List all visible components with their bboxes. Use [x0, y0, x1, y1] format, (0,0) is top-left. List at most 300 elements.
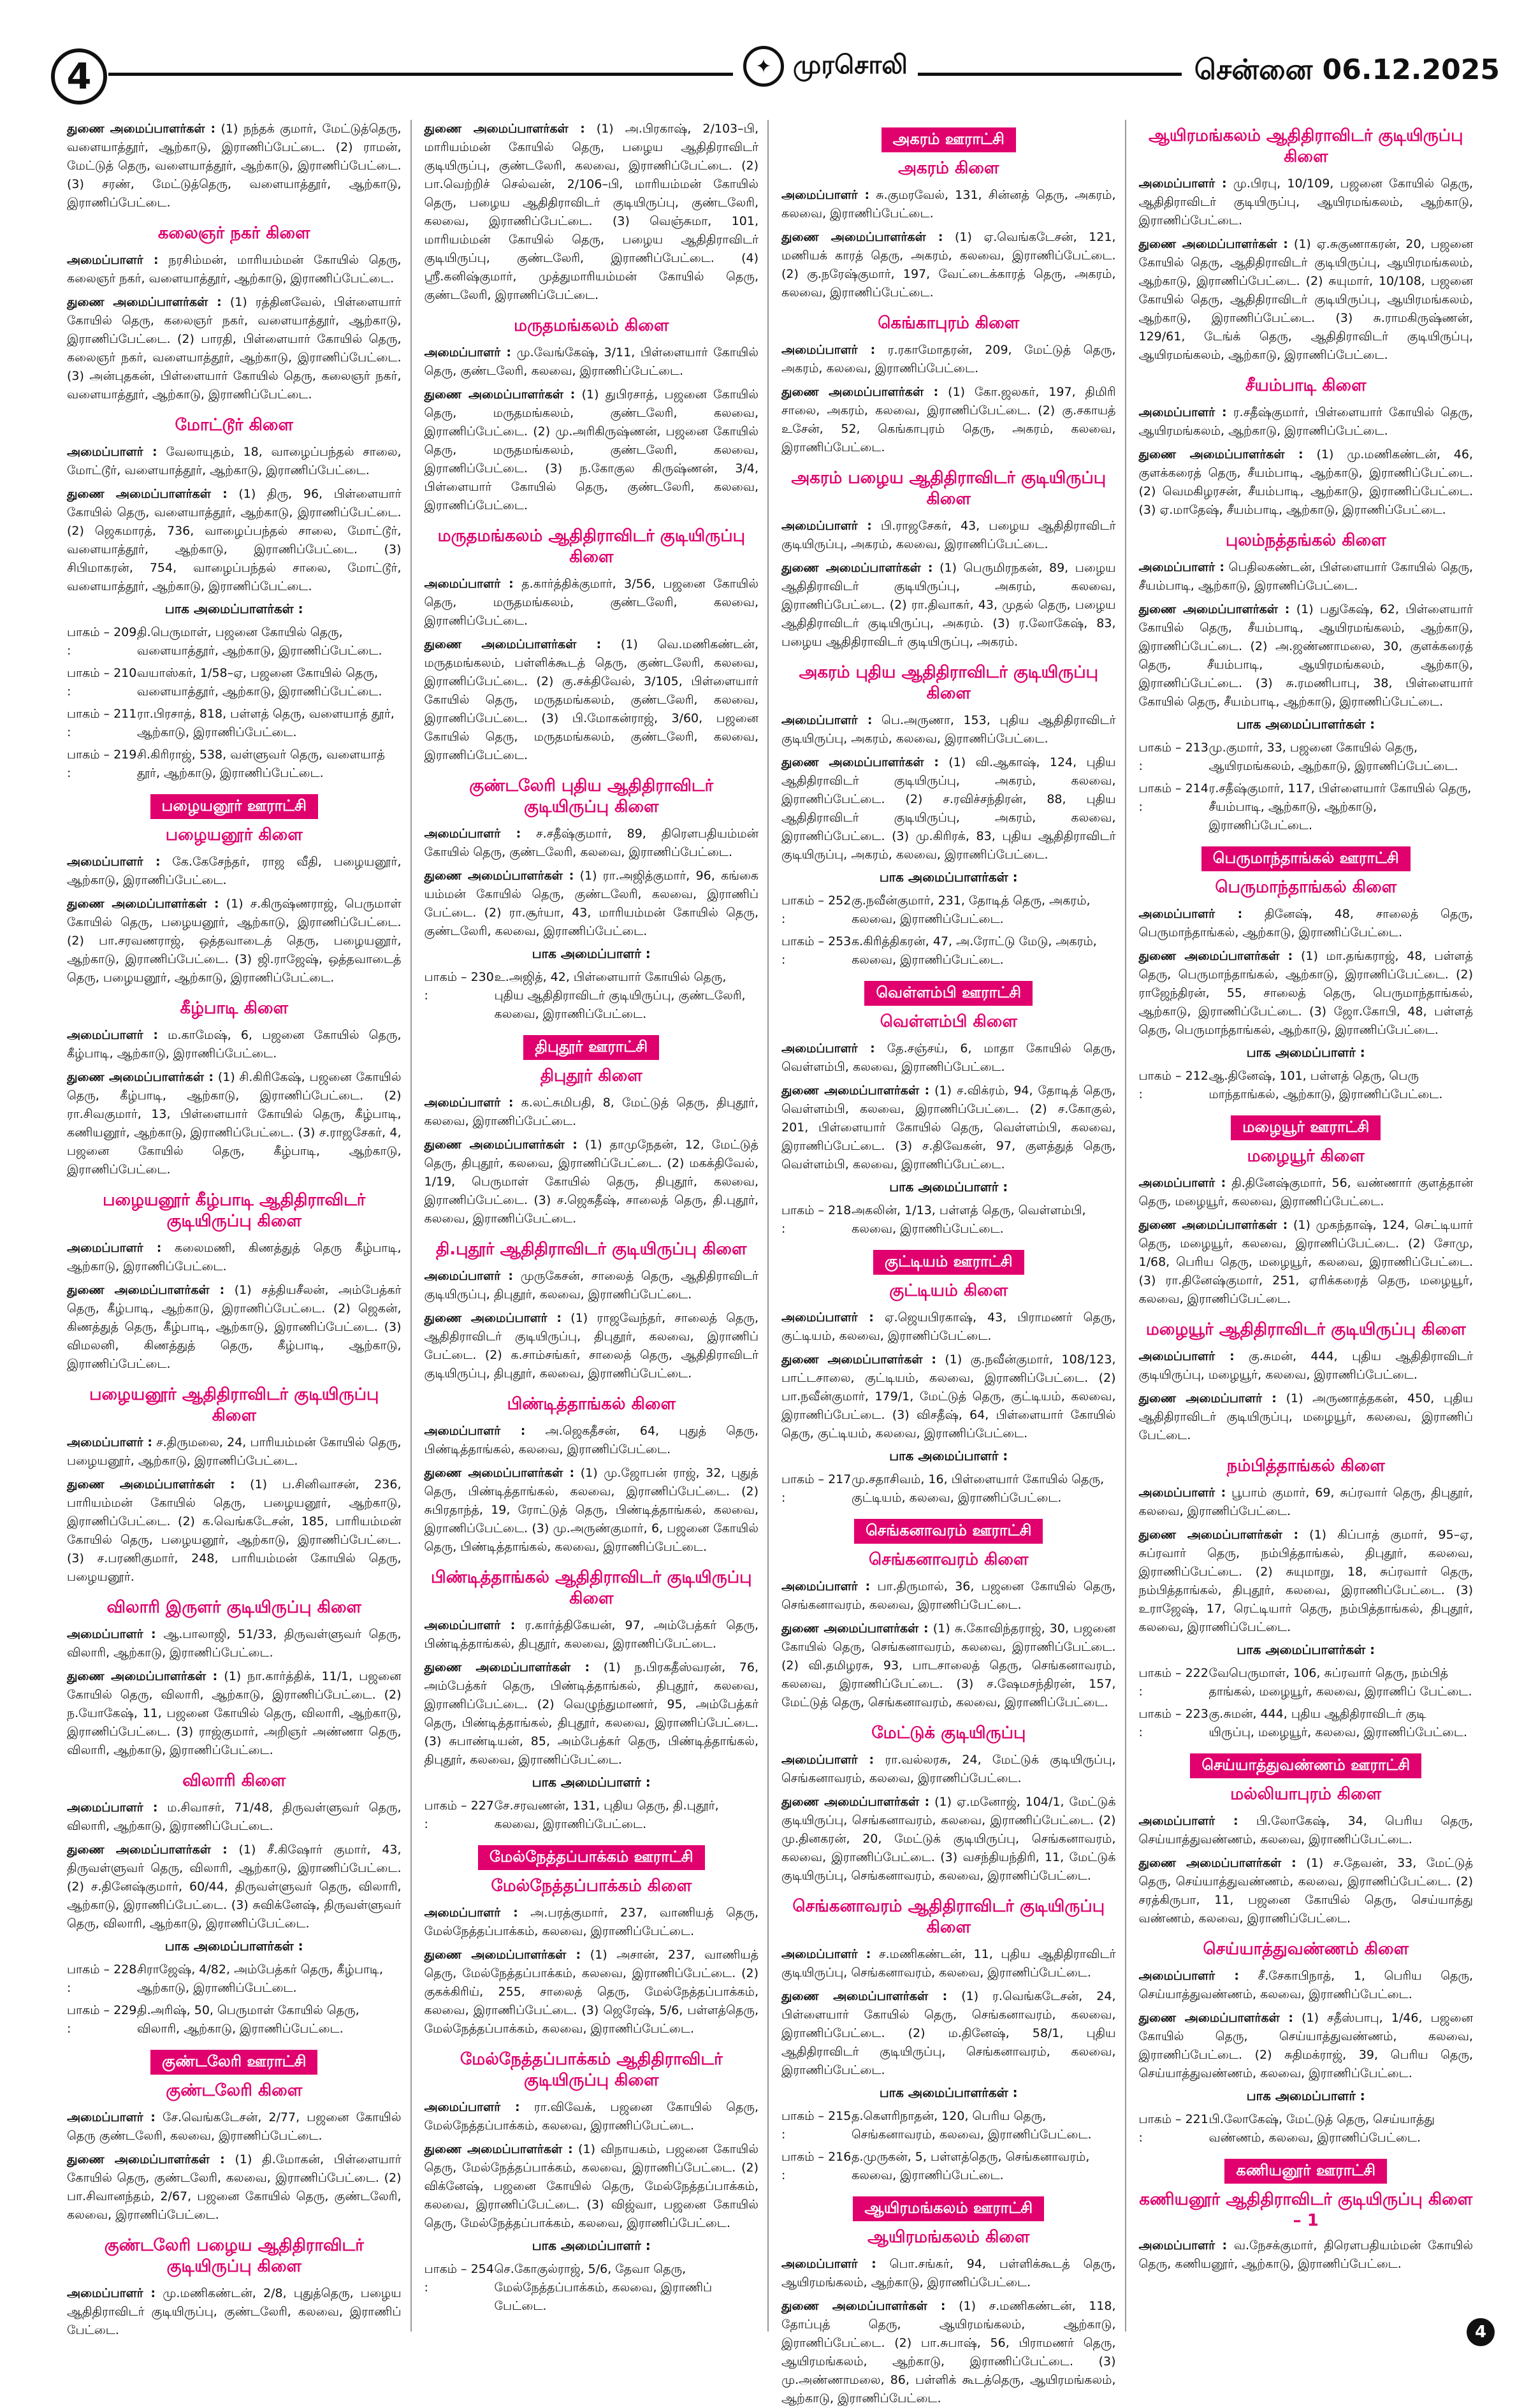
page-number-badge: 4 — [51, 48, 107, 105]
role-label: துணை அமைப்பாளர்கள் : — [781, 1621, 929, 1636]
member-details: (1) துபிரசாத், பஜனை கோயில் தெரு, மருதமங்கலம், குண்டலேரி, கலவை, இராணிப்பேட்டை. (2) மு.அரிகிருஷ்ணன், பஜனை கோயில் தெரு, மருதமங்கலம், குண்டலேரி, கலவை, இராணிப்பேட்டை. (3) ந.கோகுல கிருஷ்ணன், 3/4, பிள்ளையார் கோயில் தெரு, குண்டலேரி, கலவை, இராணிப்பேட்டை. — [424, 388, 759, 512]
branch-heading: செங்கனாவரம் ஆதிதிராவிடர் குடியிருப்பு கிளை — [792, 1897, 1105, 1937]
member-details: ம.சிவாசர், 71/48, திருவள்ளுவர் தெரு, விலாரி, ஆற்காடு, இராணிப்பேட்டை. — [67, 1801, 402, 1833]
member-entry — [781, 753, 1116, 864]
member-details: (1) கு.நவீன்குமார், 108/123, பாட்டசாலை, குட்டியம், கலவை, இராணிப்பேட்டை. (2) பா.நவீன்குமார், 179/1, மேட்டுத் தெரு, குட்டியம், கலவை, இராணிப்பேட்டை. (3) விசதீஷ், 64, பிள்ளையார் கோயில் தெரு, குட்டியம், கலவை, இராணிப்பேட்டை. — [781, 1353, 1116, 1440]
member-entry — [1139, 2009, 1474, 2083]
member-details: ஏ.ஜெயபிரகாஷ், 43, பிராமணர் தெரு, குட்டியம், கலவை, இராணிப்பேட்டை. — [781, 1310, 1116, 1343]
member-entry — [781, 1793, 1116, 1885]
role-label: துணை அமைப்பாளர்கள் : — [67, 122, 216, 136]
branch-heading: விலாரி இருளர் குடியிருப்பு கிளை — [106, 1598, 362, 1617]
booth-entry — [67, 2001, 402, 2038]
member-details: (1) நா.கார்த்திக், 11/1, பஜனை கோயில் தெரு, விலாரி, ஆற்காடு, இராணிப்பேட்டை. (2) ந.யோகேஷ், 11, பஜனை கோயில் தெரு, விலாரி, ஆற்காடு, இராணிப்பேட்டை. (3) ராஜ்குமார், அறிஞர் அண்ணா தெரு, விலாரி, ஆற்காடு, இராணிப்பேட்டை. — [67, 1669, 402, 1757]
member-details: (1) வி.ஆகாஷ், 124, புதிய ஆதிதிராவிடர் குடியிருப்பு, அகரம், கலவை, இராணிப்பேட்டை. (2) ச.ரவிச்சந்திரன், 88, புதிய ஆதிதிராவிடர் குடியிருப்பு, அகரம், கலவை, இராணிப்பேட்டை. (3) மு.கிரிரக், 83, புதிய ஆதிதிராவிடர் குடியிருப்பு, அகரம், கலவை, இராணிப்பேட்டை. — [781, 755, 1116, 862]
member-entry — [67, 443, 402, 480]
member-details: (1) சீ.கிஷோர் குமார், 43, திருவள்ளுவர் தெரு, விலாரி, ஆற்காடு, இராணிப்பேட்டை. (2) ச.தினேஷ்குமார், 60/44, திருவள்ளுவர் தெரு, விலாரி, ஆற்காடு, இராணிப்பேட்டை. (3) சுவிக்னேஷ், திருவள்ளுவர் தெரு, விலாரி, ஆற்காடு, இராணிப்பேட்டை. — [67, 1843, 402, 1931]
org-block — [424, 776, 759, 1024]
member-details: தினேஷ், 48, சாலைத் தெரு, பெருமாந்தாங்கல், ஆற்காடு, இராணிப்பேட்டை. — [1138, 907, 1473, 939]
booth-number: பாகம் – 227 : — [424, 1799, 494, 1831]
member-entry — [424, 1616, 759, 1653]
booth-number: பாகம் – 211 : — [67, 707, 137, 739]
booth-section-label: பாக அமைப்பாளர் : — [889, 1179, 1008, 1194]
role-label: அமைப்பாளர் : — [424, 1618, 516, 1632]
member-details: ர.ரகாமோதரன், 209, மேட்டுத் தெரு, அகரம், கலவை, இராணிப்பேட்டை. — [781, 343, 1116, 375]
member-entry — [424, 344, 759, 381]
booth-details: தி.பெருமாள், பஜனை கோயில் தெரு, வளையாத்தூர், ஆற்காடு, இராணிப்பேட்டை. — [137, 625, 382, 658]
member-details: தே.சஞ்சய், 6, மாதா கோயில் தெரு, வெள்ளம்பி, கலவை, இராணிப்பேட்டை. — [781, 1041, 1116, 1074]
newspaper-title: முரசொலி — [793, 50, 908, 80]
member-entry — [1139, 1484, 1474, 1521]
member-details: சே.வெங்கடேசன், 2/77, பஜனை கோயில் தெரு குண்டலேரி, கலவை, இராணிப்பேட்டை. — [67, 2110, 402, 2143]
role-label: துணை அமைப்பாளர்கள் : — [781, 230, 943, 244]
booth-entry — [781, 932, 1116, 969]
member-entry — [67, 2151, 402, 2224]
branch-heading: அகரம் கிளை — [898, 159, 999, 178]
member-entry — [1139, 1389, 1474, 1445]
booth-entry — [1139, 780, 1474, 835]
booth-number: பாகம் – 214 : — [1138, 781, 1208, 814]
booth-entry — [424, 968, 759, 1024]
article-columns — [67, 120, 1482, 2405]
member-details: (1) ச.விக்ரம், 94, தோடித் தெரு, வெள்ளம்பி, கலவை, இராணிப்பேட்டை. (2) ச.கோகுல், 201, பிள்ளையார் கோயில் தெரு, வெள்ளம்பி, கலவை, இராணிப்பேட்டை. (3) ச.திவேகன், 97, குளத்துத் தெரு, வெள்ளம்பி, கலவை, இராணிப்பேட்டை. — [781, 1084, 1116, 1171]
member-entry — [1139, 558, 1474, 595]
member-entry — [67, 1625, 402, 1662]
panchayat-banner: மழையூர் ஊராட்சி — [1231, 1115, 1381, 1140]
role-label: துணை அமைப்பாளர் : — [424, 1311, 562, 1325]
booth-details: கு.நவீன்குமார், 231, தோடித் தெரு, அகரம், கலவை, இராணிப்பேட்டை. — [852, 894, 1091, 926]
member-entry — [1139, 235, 1474, 365]
booth-entry — [1139, 1705, 1474, 1742]
member-entry — [1139, 905, 1474, 942]
role-label: துணை அமைப்பாளர்கள் : — [781, 385, 939, 399]
panchayat-banner: அகரம் ஊராட்சி — [881, 127, 1016, 152]
booth-entry — [67, 1961, 402, 1998]
member-details: (1) ச.மணிகண்டன், 118, தோப்புத் தெரு, ஆயிரமங்கலம், ஆற்காடு, இராணிப்பேட்டை. (2) பா.சுபாஷ், 56, பிராமணர் தெரு, ஆயிரமங்கலம், ஆற்காடு, இராணிப்பேட்டை. (3) மு.அண்ணாமலை, 86, பள்ளிக் கூடத்தெரு, ஆயிரமங்கலம், ஆற்காடு, இராணிப்பேட்டை. — [781, 2299, 1116, 2405]
member-details: (1) ஏ.வெங்கடேசன், 121, மணியக் காரத் தெரு, அகரம், கலவை, இராணிப்பேட்டை. (2) கு.நரேஷ்குமார், 197, வேட்டைக்காரத் தெரு, அகரம், கலவை, இராணிப்பேட்டை. — [781, 230, 1116, 300]
role-label: அமைப்பாளர் : — [1138, 405, 1227, 419]
role-label: அமைப்பாளர் : — [67, 2110, 156, 2124]
role-label: துணை அமைப்பாளர்கள் : — [781, 2299, 946, 2313]
branch-heading: பெருமாந்தாங்கல் கிளை — [1215, 878, 1397, 897]
org-block — [781, 127, 1116, 302]
member-details: கே.கேசேந்தர், ராஜ வீதி, பழையனூர், ஆற்காடு, இராணிப்பேட்டை. — [67, 855, 402, 887]
panchayat-banner: வெள்ளம்பி ஊராட்சி — [864, 981, 1033, 1006]
org-block — [67, 120, 402, 212]
member-details: பி.ராஜசேகர், 43, பழைய ஆதிதிராவிடர் குடியிருப்பு, அகரம், கலவை, இராணிப்பேட்டை. — [781, 519, 1116, 551]
role-label: துணை அமைப்பாளர்கள் : — [1138, 1218, 1288, 1232]
org-block — [1139, 1456, 1474, 1742]
role-label: துணை அமைப்பாளர்கள் : — [67, 487, 228, 501]
member-entry — [67, 2284, 402, 2340]
role-label: துணை அமைப்பாளர்கள் : — [1138, 602, 1290, 616]
branch-heading: திபுதூர் கிளை — [540, 1066, 642, 1085]
booth-number: பாகம் – 218 : — [781, 1203, 852, 1236]
role-label: துணை அமைப்பாளர்கள் : — [781, 1353, 937, 1367]
role-label: அமைப்பாளர் : — [781, 1579, 871, 1593]
role-label: அமைப்பாளர் : — [67, 2286, 156, 2300]
booth-details: செ.கோகுல்ராஜ், 5/6, தேவா தெரு, மேல்நேத்தப்பாக்கம், கலவை, இராணிப் பேட்டை. — [494, 2262, 713, 2313]
role-label: அமைப்பாளர் : — [1138, 1814, 1238, 1828]
branch-heading: மல்லியாபுரம் கிளை — [1230, 1785, 1382, 1804]
role-label: அமைப்பாளர் : — [67, 1028, 158, 1042]
role-label: அமைப்பாளர் : — [1138, 1349, 1235, 1363]
org-block — [1139, 1940, 1474, 2147]
booth-details: த.முருகன், 5, பள்ளத்தெரு, செங்கனாவரம், கலவை, இராணிப்பேட்டை. — [852, 2150, 1090, 2182]
booth-section-label: பாக அமைப்பாளர்கள் : — [164, 1938, 303, 1954]
role-label: அமைப்பாளர் : — [424, 1424, 526, 1438]
booth-section-label: பாக அமைப்பாளர் : — [889, 1448, 1008, 1463]
member-entry — [1139, 1526, 1474, 1637]
org-block — [1139, 1753, 1474, 1928]
member-entry — [424, 825, 759, 862]
panchayat-banner: செய்யாத்துவண்ணம் ஊராட்சி — [1190, 1753, 1421, 1778]
member-details: (1) பதுகேஷ், 62, பிள்ளையார் கோயில் தெரு, சீயம்பாடி, ஆயிரமங்கலம், ஆற்காடு, இராணிப்பேட்டை. (2) அ.ஜண்ணாமலை, 30, குளக்கரைத் தெரு, சீயம்பாடி, ஆயிரமங்கலம், ஆற்காடு, இராணிப்பேட்டை. (3) சு.ரமணிபாபு, 38, பிள்ளையார் கோயில் தெரு, சீயம்பாடி, ஆற்காடு, இராணிப்பேட்டை. — [1138, 602, 1474, 709]
member-details: ர.கார்த்திகேயன், 97, அம்பேத்கர் தெரு, பிண்டித்தாங்கல், திபுதூர், கலவை, இராணிப்பேட்டை. — [424, 1618, 759, 1651]
booth-details: ர.சதீஷ்குமார், 117, பிள்ளையார் கோயில் தெரு, சீயம்பாடி, ஆற்காடு, ஆற்காடு, இராணிப்பேட்டை. — [1208, 781, 1472, 832]
role-label: துணை அமைப்பாளர் : — [1138, 1391, 1277, 1405]
role-label: அமைப்பாளர் : — [67, 253, 159, 267]
member-details: (1) மு.மணிகண்டன், 46, குளக்கரைத் தெரு, சீயம்பாடி, ஆற்காடு, இராணிப்பேட்டை. (2) வெமகிழரசன், சீயம்பாடி, ஆற்காடு, இராணிப்பேட்டை. (3) ஏ.மாதேஷ், சீயம்பாடி, ஆற்காடு, இராணிப்பேட்டை. — [1138, 447, 1473, 517]
member-details: (1) விநாயகம், பஜனை கோயில் தெரு, மேல்நேத்தப்பாக்கம், கலவை, இராணிப்பேட்டை. (2) விக்னேஷ், பஜனை கோயில் தெரு, மேல்நேத்தப்பாக்கம், கலவை, இராணிப்பேட்டை. (3) விஜ்வா, பஜனை கோயில் தெரு, மேல்நேத்தப்பாக்கம், கலவை, இராணிப்பேட்டை. — [424, 2142, 758, 2230]
newspaper-logo — [733, 46, 918, 87]
booth-section-label: பாக அமைப்பாளர்கள் : — [879, 869, 1018, 885]
booth-entry — [1139, 2110, 1474, 2147]
role-label: அமைப்பாளர் : — [67, 855, 161, 869]
member-entry — [781, 1082, 1116, 1174]
column — [781, 120, 1126, 2405]
org-block — [67, 2050, 402, 2224]
branch-heading: மோட்டூர் கிளை — [175, 416, 293, 435]
member-entry — [781, 1309, 1116, 1345]
member-details: (1) ச.கிருஷ்ணராஜ், பெருமாள் கோயில் தெரு, பழையனூர், ஆற்காடு, இராணிப்பேட்டை. (2) பா.சரவணராஜ், ஒத்தவாடைத் தெரு, பழையனூர், ஆற்காடு, இராணிப்பேட்டை. (3) ஜி.ராஜேஷ், ஒத்தவாடைத் தெரு, பழையனூர், ஆற்காடு, இராணிப்பேட்டை. — [67, 897, 402, 985]
role-label: அமைப்பாளர் : — [67, 445, 157, 459]
branch-heading: மழையூர் ஆதிதிராவிடர் குடியிருப்பு கிளை — [1145, 1320, 1466, 1339]
role-label: அமைப்பாளர் : — [424, 1906, 518, 1920]
member-entry — [1139, 1854, 1474, 1928]
member-entry — [424, 1904, 759, 1941]
branch-heading: சீயம்பாடி கிளை — [1245, 376, 1367, 395]
booth-number: பாகம் – 229 : — [67, 2003, 137, 2036]
member-details: (1) சு.கோவிந்தராஜ், 30, பஜனை கோயில் தெரு, செங்கனாவரம், கலவை, இராணிப்பேட்டை. (2) வி.தமிழரசு, 93, பாடசாலைத் தெரு, செங்கனாவரம், கலவை, இராணிப்பேட்டை. (3) ச.ஷேமசந்திரன், 157, மேட்டுத் தெரு, செங்கனாவரம், கலவை, இராணிப்பேட்டை. — [781, 1621, 1116, 1709]
panchayat-banner: ஆயிரமங்கலம் ஊராட்சி — [853, 2196, 1044, 2221]
member-entry — [781, 1040, 1116, 1077]
role-label: அமைப்பாளர் : — [424, 345, 511, 359]
member-entry — [424, 575, 759, 630]
booth-details: தி.அரிஷ், 50, பெருமாள் கோயில் தெரு, விலாரி, ஆற்காடு, இராணிப்பேட்டை. — [137, 2003, 359, 2036]
org-block — [1139, 376, 1474, 519]
member-details: (1) நந்தக் குமார், மேட்டுத்தெரு, வளையாத்தூர், ஆற்காடு, இராணிப்பேட்டை. (2) ராமன், மேட்டுத் தெரு, வளையாத்தூர், ஆற்காடு, இராணிப்பேட்டை. (3) சரண், மேட்டுத்தெரு, வளையாத்தூர், ஆற்காடு, இராணிப்பேட்டை. — [67, 122, 402, 210]
member-entry — [781, 1620, 1116, 1712]
role-label: துணை அமைப்பாளர்கள் : — [1138, 2011, 1294, 2025]
member-entry — [424, 1946, 759, 2038]
member-entry — [424, 635, 759, 765]
booth-entry — [67, 623, 402, 660]
member-entry — [1139, 1216, 1474, 1309]
branch-heading: ஆயிரமங்கலம் ஆதிதிராவிடர் குடியிருப்பு கிளை — [1149, 126, 1463, 166]
booth-details: வயாஸ்கர், 1/58–ஏ, பஜனை கோயில் தெரு, வளையாத்தூர், ஆற்காடு, இராணிப்பேட்டை. — [137, 666, 382, 699]
member-details: (1) அ.பிரகாஷ், 2/103–பி, மாரியம்மன் கோயில் தெரு, பழைய ஆதிதிராவிடர் குடியிருப்பு, குண்டலேரி, கலவை, இராணிப்பேட்டை. (2) பா.வெற்றிச் செல்வன், 2/106–பி, மாரியம்மன் கோயில் தெரு, பழைய ஆதிதிராவிடர் குடியிருப்பு, குண்டலேரி, கலவை, இராணிப்பேட்டை. (3) வெஞ்சுமா, 101, மாரியம்மன் கோயில் தெரு, பழைய ஆதிதிராவிடர் குடியிருப்பு, குண்டலேரி, இராணிப்பேட்டை. (4) ஸ்ரீ.கனிஷ்குமார், முத்துமாரியம்மன் கோயில் தெரு, குண்டலேரி, இராணிப்பேட்டை. — [424, 122, 758, 302]
role-label: அமைப்பாளர் : — [1138, 560, 1224, 574]
member-entry — [781, 711, 1116, 748]
org-block — [67, 794, 402, 987]
org-block — [1139, 1115, 1474, 1309]
role-label: துணை அமைப்பாளர்கள் : — [781, 1084, 930, 1098]
booth-entry — [1139, 1664, 1474, 1701]
role-label: அமைப்பாளர் : — [781, 188, 870, 202]
booth-details: மு.சதாசிவம், 16, பிள்ளையார் கோயில் தெரு, குட்டியம், கலவை, இராணிப்பேட்டை. — [852, 1472, 1105, 1505]
member-details: அ.ஜெகதீசன், 64, புதுத் தெரு, பிண்டித்தாங்கல், கலவை, இராணிப்பேட்டை. — [424, 1424, 759, 1456]
member-details: மு.வேங்கேஷ், 3/11, பிள்ளையார் கோயில் தெரு, குண்டலேரி, கலவை, இராணிப்பேட்டை. — [424, 345, 758, 378]
booth-number: பாகம் – 210 : — [67, 666, 137, 699]
booth-number: பாகம் – 212 : — [1138, 1069, 1208, 1101]
branch-heading: மேல்நேத்தப்பாக்கம் ஆதிதிராவிடர் குடியிருப்பு கிளை — [460, 2050, 723, 2090]
booth-entry — [1139, 1067, 1474, 1104]
member-details: ச.திருமலை, 24, பாரியம்மன் கோயில் தெரு, பழையனூர், ஆற்காடு, இராணிப்பேட்டை. — [67, 1435, 402, 1468]
member-entry — [424, 2140, 759, 2233]
role-label: துணை அமைப்பாளர்கள் : — [424, 1948, 581, 1962]
org-block — [781, 1519, 1116, 1712]
booth-details: பி.லோகேஷ், மேட்டுத் தெரு, செய்யாத்து வண்ணம், கலவை, இராணிப்பேட்டை. — [1208, 2112, 1435, 2145]
branch-heading: மேட்டுக் குடியிருப்பு — [871, 1723, 1026, 1743]
member-entry — [67, 1026, 402, 1063]
member-details: ரா.விவேக், பஜனை கோயில் தெரு, மேல்நேத்தப்பாக்கம், கலவை, இராணிப்பேட்டை. — [424, 2100, 758, 2133]
branch-heading: குண்டலேரி கிளை — [166, 2081, 303, 2100]
branch-heading: பழையனூர் ஆதிதிராவிடர் குடியிருப்பு கிளை — [89, 1385, 379, 1425]
branch-heading: குண்டலேரி பழைய ஆதிதிராவிடர் குடியிருப்பு கிளை — [104, 2236, 364, 2276]
booth-section-label: பாக அமைப்பாளர்கள் : — [879, 2085, 1018, 2100]
branch-heading: வெள்ளம்பி கிளை — [880, 1012, 1017, 1031]
member-entry — [424, 1267, 759, 1304]
role-label: துணை அமைப்பாளர்கள் : — [424, 122, 585, 136]
org-block — [781, 1250, 1116, 1507]
member-entry — [67, 1476, 402, 1586]
booth-number: பாகம் – 223 : — [1138, 1707, 1208, 1739]
member-entry — [1139, 1347, 1474, 1384]
booth-number: பாகம் – 228 : — [67, 1962, 137, 1995]
role-label: துணை அமைப்பாளர்கள் : — [67, 1477, 235, 1491]
member-details: அ.பரத்குமார், 237, வாணியத் தெரு, மேல்நேத்தப்பாக்கம், கலவை, இராணிப்பேட்டை. — [424, 1906, 758, 1938]
member-details: பி.லோகேஷ், 34, பெரிய தெரு, செய்யாத்துவண்ணம், கலவை, இராணிப்பேட்டை. — [1138, 1814, 1474, 1846]
org-block — [67, 1191, 402, 1374]
member-entry — [781, 228, 1116, 302]
role-label: அமைப்பாளர் : — [1138, 1486, 1226, 1500]
member-details: (1) சத்தியசீலன், அம்பேத்கர் தெரு, கீழ்பாடி, ஆற்காடு, இராணிப்பேட்டை. (2) ஜெகன், கிணத்துத் தெரு, கீழ்பாடி, ஆற்காடு, இராணிப்பேட்டை. (3) விமலனி, கிணத்துத் தெரு, கீழ்பாடி, ஆற்காடு, இராணிப்பேட்டை. — [67, 1283, 402, 1371]
member-details: (1) தாமுநேதன், 12, மேட்டுத் தெரு, திபுதூர், கலவை, இராணிப்பேட்டை. (2) மகக்திவேல், 1/19, பெருமாள் கோயில் தெரு, திபுதூர், கலவை, இராணிப்பேட்டை. (3) ச.ஜெகதீஷ், சாலைத் தெரு, தி.புதூர், கலவை, இராணிப்பேட்டை. — [424, 1138, 758, 1226]
booth-number: பாகம் – 221 : — [1138, 2112, 1208, 2145]
booth-number: பாகம் – 253 : — [781, 934, 852, 967]
booth-number: பாகம் – 215 : — [781, 2109, 852, 2142]
member-entry — [67, 1841, 402, 1933]
member-details: சீ.சேகாபிநாத், 1, பெரிய தெரு, செய்யாத்துவண்ணம், கலவை, இராணிப்பேட்டை. — [1138, 1969, 1474, 2001]
role-label: துணை அமைப்பாளர்கள் : — [1138, 1856, 1296, 1870]
panchayat-banner: பழையனூர் ஊராட்சி — [150, 794, 318, 819]
branch-heading: புலம்நத்தங்கல் கிளை — [1225, 531, 1386, 550]
member-entry — [67, 895, 402, 987]
member-details: (1) ஏ.மனோஜ், 104/1, மேட்டுக் குடியிருப்பு, செங்கனாவரம், கலவை, இராணிப்பேட்டை. (2) மு.தினகரன், 20, மேட்டுக் குடியிருப்பு, செங்கனாவரம், கலவை, இராணிப்பேட்டை. (3) வசந்தியந்திரி, 11, மேட்டுக் குடியிருப்பு, செங்கனாவரம், கலவை, இராணிப்பேட்டை. — [781, 1795, 1116, 1883]
org-block — [424, 1845, 759, 2038]
member-details: ஆ.பாலாஜி, 51/33, திருவள்ளுவர் தெரு, விலாரி, ஆற்காடு, இராணிப்பேட்டை. — [67, 1627, 402, 1660]
booth-section-label: பாக அமைப்பாளர் : — [1246, 2088, 1365, 2103]
member-details: (1) கோ.ஜலகர், 197, திமிரி சாலை, அகரம், கலவை, இராணிப்பேட்டை. (2) கு.சகாயத் உசேன், 52, கெங்காபுரம் தெரு, அகரம், கலவை, இராணிப்பேட்டை. — [781, 385, 1116, 454]
member-details: பெதிலகண்டன், பிள்ளையார் கோயில் தெரு, சீயம்பாடி, ஆற்காடு, இராணிப்பேட்டை. — [1138, 560, 1474, 593]
booth-section-label: பாக அமைப்பாளர் : — [532, 2238, 651, 2253]
org-block — [67, 1771, 402, 2038]
footer-page-number: 4 — [1467, 2318, 1495, 2346]
member-entry — [1139, 446, 1474, 519]
role-label: துணை அமைப்பாளர்கள் : — [781, 1795, 930, 1809]
panchayat-banner: செங்கனாவரம் ஊராட்சி — [854, 1519, 1043, 1544]
role-label: அமைப்பாளர் : — [1138, 2238, 1228, 2252]
branch-heading: மருதமங்கலம் ஆதிதிராவிடர் குடியிருப்பு கிளை — [437, 526, 745, 567]
member-entry — [781, 1945, 1116, 1982]
member-details: (1) தி.மோகன், பிள்ளையார் கோயில் தெரு, குண்டலேரி, கலவை, இராணிப்பேட்டை. (2) பா.சிவானந்தம், 2/67, பஜனை கோயில் தெரு, குண்டலேரி, கலவை, இராணிப்பேட்டை. — [67, 2152, 402, 2222]
member-details: மு.மணிகண்டன், 2/8, புதுத்தெரு, பழைய ஆதிதிராவிடர் குடியிருப்பு, குண்டலேரி, கலவை, இராணிப் பேட்டை. — [67, 2286, 402, 2337]
role-label: அமைப்பாளர் : — [1138, 907, 1243, 921]
org-block — [781, 1723, 1116, 1885]
member-details: த.கார்த்திக்குமார், 3/56, பஜனை கோயில் தெரு, மருதமங்கலம், குண்டலேரி, கலவை, இராணிப்பேட்டை. — [424, 577, 759, 628]
booth-number: பாகம் – 213 : — [1138, 741, 1208, 773]
booth-entry — [781, 2107, 1116, 2144]
booth-entry — [67, 705, 402, 742]
booth-number: பாகம் – 209 : — [67, 625, 137, 658]
booth-details: வேபெருமாள், 106, சுப்ரவார் தெரு, நம்பித் தாங்கல், மழையூர், கலவை, இராணிப் பேட்டை. — [1208, 1666, 1472, 1699]
role-label: அமைப்பாளர் : — [781, 1753, 874, 1767]
org-block — [1139, 126, 1474, 365]
member-entry — [67, 1239, 402, 1276]
role-label: அமைப்பாளர் : — [1138, 177, 1227, 191]
org-block — [67, 1598, 402, 1760]
org-block — [781, 663, 1116, 969]
member-details: பொ.சங்கர், 94, பள்ளிக்கூடத் தெரு, ஆயிரமங்கலம், ஆற்காடு, இராணிப்பேட்டை. — [781, 2257, 1116, 2289]
member-details: (1) சி.கிரிகேஷ், பஜனை கோயில் தெரு, கீழ்பாடி, ஆற்காடு, இராணிப்பேட்டை. (2) ரா.சிவகுமார், 13, பிள்ளையார் கோயில் தெரு, கீழ்பாடி, கணியனூர், ஆற்காடு, இராணிப்பேட்டை. (3) ச.ராஜசேகர், 4, பஜனை கோயில் தெரு, கீழ்பாடி, ஆற்காடு, இராணிப்பேட்டை. — [67, 1070, 402, 1177]
booth-section-label: பாக அமைப்பாளர் : — [532, 1774, 651, 1790]
role-label: அமைப்பாளர் : — [781, 343, 876, 357]
booth-entry — [781, 1201, 1116, 1238]
member-entry — [781, 1351, 1116, 1443]
org-block — [1139, 1320, 1474, 1445]
branch-heading: கீழ்பாடி கிளை — [180, 999, 289, 1018]
booth-entry — [67, 664, 402, 701]
org-block — [781, 1897, 1116, 2185]
member-entry — [1139, 403, 1474, 440]
booth-entry — [781, 1470, 1116, 1507]
org-block — [424, 1395, 759, 1556]
role-label: துணை அமைப்பாளர்கள் : — [424, 388, 576, 402]
member-entry — [424, 1094, 759, 1131]
org-block — [424, 1035, 759, 1228]
member-entry — [67, 120, 402, 212]
member-details: (1) ச.தேவன், 33, மேட்டுத் தெரு, செய்யாத்துவண்ணம், கலவை, இராணிப்பேட்டை. (2) சரத்கிருபா, 11, பஜனை கோயில் தெரு, செய்யாத்து வண்ணம், கலவை, இராணிப்பேட்டை. — [1138, 1856, 1473, 1926]
booth-entry — [781, 892, 1116, 929]
member-entry — [781, 341, 1116, 378]
member-entry — [424, 1422, 759, 1459]
role-label: துணை அமைப்பாளர்கள் : — [1138, 237, 1288, 251]
member-details: (1) ர.வெங்கடேசன், 24, பிள்ளையார் கோயில் தெரு, செங்கனாவரம், கலவை, இராணிப்பேட்டை. (2) ம.தினேஷ், 58/1, புதிய ஆதிதிராவிடர் குடியிருப்பு, செங்கனாவரம், கலவை, இராணிப்பேட்டை. — [781, 1989, 1116, 2077]
column — [67, 120, 412, 2337]
booth-details: மு.குமார், 33, பஜனை கோயில் தெரு, ஆயிரமங்கலம், ஆற்காடு, இராணிப்பேட்டை. — [1208, 741, 1458, 773]
branch-heading: செங்கனாவரம் கிளை — [869, 1550, 1029, 1569]
member-entry — [781, 517, 1116, 554]
booth-number: பாகம் – 217 : — [781, 1472, 852, 1505]
branch-heading: பழையனூர் கீழ்பாடி ஆதிதிராவிடர் குடியிருப்பு கிளை — [103, 1191, 366, 1231]
masthead — [38, 40, 1500, 110]
member-entry — [424, 386, 759, 515]
panchayat-banner: திபுதூர் ஊராட்சி — [523, 1035, 659, 1060]
member-details: (1) மு.ஜோபன் ராஜ், 32, புதுத் தெரு, பிண்டித்தாங்கல், கலவை, இராணிப்பேட்டை. (2) சுபிரதாந்த், 19, ரோட்டுத் தெரு, பிண்டித்தாங்கல், கலவை, இராணிப்பேட்டை. (3) மு.அருண்குமார், 6, பஜனை கோயில் தெரு, பிண்டித்தாங்கல், கலவை, இராணிப்பேட்டை. — [424, 1466, 758, 1554]
role-label: அமைப்பாளர் : — [424, 1269, 514, 1283]
member-details: முருகேசன், சாலைத் தெரு, ஆதிதிராவிடர் குடியிருப்பு, திபுதூர், கலவை, இராணிப்பேட்டை. — [424, 1269, 758, 1302]
member-entry — [1139, 1967, 1474, 2004]
panchayat-banner: பெருமாந்தாங்கல் ஊராட்சி — [1201, 846, 1411, 871]
branch-heading: பிண்டித்தாங்கல் கிளை — [507, 1395, 676, 1414]
booth-details: சி.கிரிராஜ், 538, வள்ளுவர் தெரு, வளையாத் தூர், ஆற்காடு, இராணிப்பேட்டை. — [137, 748, 385, 780]
booth-section-label: பாக அமைப்பாளர்கள் : — [1237, 716, 1375, 732]
role-label: துணை அமைப்பாளர்கள் : — [424, 1660, 590, 1674]
member-details: (1) வெ.மணிகண்டன், மருதமங்கலம், பள்ளிக்கூடத் தெரு, குண்டலேரி, கலவை, இராணிப்பேட்டை. (2) கு.சக்திவேல், 3/105, பிள்ளையார் கோயில் தெரு, மருதமங்கலம், குண்டலேரி, கலவை, இராணிப்பேட்டை. (3) பி.மோகன்ராஜ், 3/60, பஜனை கோயில் தெரு, மருதமங்கலம், குண்டலேரி, கலவை, இராணிப்பேட்டை. — [424, 637, 758, 762]
panchayat-banner: கணியனூர் ஊராட்சி — [1224, 2159, 1387, 2184]
member-details: கலைமணி, கிணத்துத் தெரு கீழ்பாடி, ஆற்காடு, இராணிப்பேட்டை. — [67, 1241, 402, 1273]
role-label: அமைப்பாளர் : — [424, 827, 521, 841]
member-entry — [1139, 175, 1474, 230]
booth-entry — [67, 746, 402, 783]
member-entry — [1139, 2237, 1474, 2274]
role-label: துணை அமைப்பாளர்கள் : — [781, 561, 933, 575]
org-block — [424, 1568, 759, 1834]
role-label: அமைப்பாளர் : — [781, 713, 873, 727]
member-details: பெ.அருணா, 153, புதிய ஆதிதிராவிடர் குடியிருப்பு, அகரம், கலவை, இராணிப்பேட்டை. — [781, 713, 1116, 746]
member-details: ச.சதீஷ்குமார், 89, திரௌபதியம்மன் கோயில் தெரு, குண்டலேரி, கலவை, இராணிப்பேட்டை. — [424, 827, 759, 859]
branch-heading: விலாரி கிளை — [182, 1771, 286, 1790]
member-entry — [67, 293, 402, 404]
member-entry — [67, 1068, 402, 1179]
booth-details: ரா.பிரசாத், 818, பள்ளத் தெரு, வளையாத் தூர், ஆற்காடு, இராணிப்பேட்டை. — [137, 707, 395, 739]
role-label: துணை அமைப்பாளர்கள் : — [67, 2152, 225, 2166]
org-block — [1139, 531, 1474, 835]
branch-heading: கணியனூர் ஆதிதிராவிடர் குடியிருப்பு கிளை – 1 — [1139, 2190, 1473, 2230]
member-entry — [1139, 1812, 1474, 1849]
booth-number: பாகம் – 230 : — [424, 970, 494, 1003]
branch-heading: அகரம் புதிய ஆதிதிராவிடர் குடியிருப்பு கிளை — [799, 663, 1098, 703]
member-entry — [67, 1433, 402, 1470]
member-details: சு.குமரவேல், 131, சின்னத் தெரு, அகரம், கலவை, இராணிப்பேட்டை. — [781, 188, 1116, 221]
member-details: (1) ரா.அஜித்குமார், 96, கங்கை யம்மன் கோயில் தெரு, குண்டலேரி, கலவை, இராணிப் பேட்டை. (2) ரா.சூர்யா, 43, மாரியம்மன் கோயில் தெரு, குண்டலேரி, கலவை, இராணிப்பேட்டை. — [424, 869, 758, 938]
booth-section-label: பாக அமைப்பாளர் : — [1246, 1045, 1365, 1060]
branch-heading: மேல்நேத்தப்பாக்கம் கிளை — [491, 1876, 692, 1896]
org-block — [1139, 2159, 1474, 2274]
member-details: ர.சதீஷ்குமார், பிள்ளையார் கோயில் தெரு, ஆயிரமங்கலம், ஆற்காடு, இராணிப்பேட்டை. — [1138, 405, 1473, 438]
branch-heading: குட்டியம் கிளை — [889, 1281, 1008, 1300]
booth-details: ஆ.தினேஷ், 101, பள்ளத் தெரு, பெரு மாந்தாங்கல், ஆற்காடு, இராணிப்பேட்டை. — [1208, 1069, 1443, 1101]
role-label: துணை அமைப்பாளர்கள் : — [424, 1138, 577, 1152]
member-entry — [781, 1987, 1116, 2080]
org-block — [1139, 846, 1474, 1104]
member-details: (1) அருணாத்தகன், 450, புதிய ஆதிதிராவிடர் குடியிருப்பு, மழையூர், கலவை, இராணிப் பேட்டை. — [1138, 1391, 1474, 1442]
member-entry — [424, 867, 759, 941]
branch-heading: தி.புதூர் ஆதிதிராவிடர் குடியிருப்பு கிளை — [435, 1240, 747, 1259]
booth-details: அகலின், 1/13, பள்ளத் தெரு, வெள்ளம்பி, கலவை, இராணிப்பேட்டை. — [852, 1203, 1086, 1236]
member-entry — [424, 2098, 759, 2135]
role-label: துணை அமைப்பாளர்கள் : — [424, 2142, 573, 2156]
role-label: துணை அமைப்பாளர்கள் : — [67, 1669, 218, 1683]
booth-section-label: பாக அமைப்பாளர் : — [532, 946, 651, 961]
member-details: ம.காமேஷ், 6, பஜனை கோயில் தெரு, கீழ்பாடி, ஆற்காடு, இராணிப்பேட்டை. — [67, 1028, 402, 1061]
booth-section-label: பாக அமைப்பாளர்கள் : — [1237, 1642, 1375, 1657]
member-entry — [424, 1136, 759, 1228]
column — [1139, 120, 1483, 2332]
member-details: (1) திரு, 96, பிள்ளையார் கோயில் தெரு, வளையாத்தூர், ஆற்காடு, இராணிப்பேட்டை. (2) ஜெகமாரத், 736, வாழைப்பந்தல் சாலை, மோட்டூர், வளையாத்தூர், ஆற்காடு, இராணிப்பேட்டை. (3) சிபிமாகரன், 754, வாழைப்பந்தல் சாலை, மோட்டூர், வளையாத்தூர், ஆற்காடு, இராணிப்பேட்டை. — [67, 487, 402, 593]
member-entry — [424, 120, 759, 305]
booth-number: பாகம் – 252 : — [781, 894, 852, 926]
